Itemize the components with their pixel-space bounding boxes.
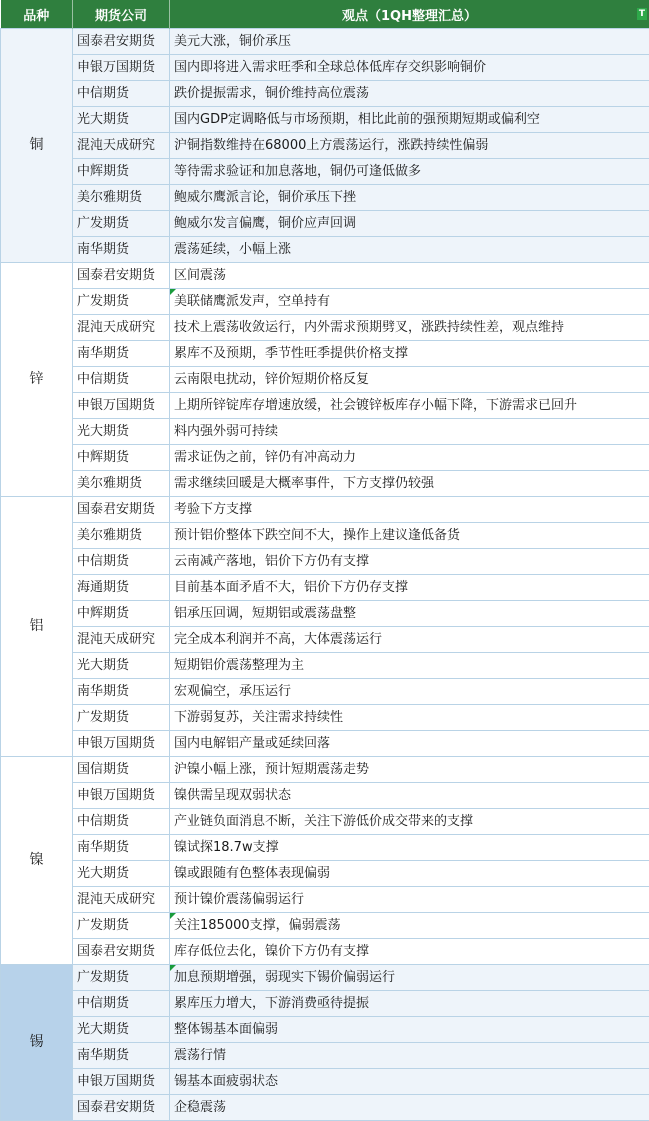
view-cell xyxy=(170,55,649,81)
table-row xyxy=(1,341,649,367)
view-cell xyxy=(170,731,649,757)
header-row xyxy=(1,0,649,29)
view-text: 国内GDP定调略低与市场预期，相比此前的强预期短期或偏利空 xyxy=(174,112,540,127)
table-row xyxy=(1,393,649,419)
company-cell: 光大期货 xyxy=(73,1017,170,1043)
header-variety: 品种 xyxy=(1,0,73,29)
header-view-label: 观点（1QH整理汇总） xyxy=(342,9,477,24)
view-text: 累库不及预期，季节性旺季提供价格支撑 xyxy=(174,346,408,361)
table-row xyxy=(1,549,649,575)
table-row xyxy=(1,107,649,133)
view-text: 短期铝价震荡整理为主 xyxy=(174,658,304,673)
view-text: 整体锡基本面偏弱 xyxy=(174,1022,278,1037)
table-row xyxy=(1,315,649,341)
company-cell: 中信期货 xyxy=(73,549,170,575)
header-company: 期货公司 xyxy=(73,0,170,29)
view-cell xyxy=(170,991,649,1017)
view-cell xyxy=(170,809,649,835)
company-cell: 中信期货 xyxy=(73,81,170,107)
company-cell: 中信期货 xyxy=(73,367,170,393)
header-view xyxy=(170,0,649,29)
view-cell xyxy=(170,1043,649,1069)
view-cell xyxy=(170,159,649,185)
view-cell xyxy=(170,523,649,549)
view-text: 镍试探18.7w支撑 xyxy=(174,840,279,855)
table-row xyxy=(1,445,649,471)
view-cell xyxy=(170,757,649,783)
table-body xyxy=(1,29,649,1121)
view-cell xyxy=(170,939,649,965)
table-row xyxy=(1,55,649,81)
view-cell xyxy=(170,133,649,159)
variety-cell: 铝 xyxy=(1,497,73,757)
view-cell xyxy=(170,887,649,913)
table-row xyxy=(1,757,649,783)
view-cell xyxy=(170,627,649,653)
company-cell: 海通期货 xyxy=(73,575,170,601)
company-cell: 国信期货 xyxy=(73,757,170,783)
table-row xyxy=(1,627,649,653)
view-cell xyxy=(170,497,649,523)
view-text: 加息预期增强，弱现实下锡价偏弱运行 xyxy=(174,970,395,985)
company-cell: 申银万国期货 xyxy=(73,731,170,757)
view-cell xyxy=(170,601,649,627)
table-row xyxy=(1,939,649,965)
view-text: 国内电解铝产量或延续回落 xyxy=(174,736,330,751)
table-row xyxy=(1,1095,649,1121)
view-cell xyxy=(170,861,649,887)
view-text: 沪铜指数维持在68000上方震荡运行，涨跌持续性偏弱 xyxy=(174,138,488,153)
view-text: 企稳震荡 xyxy=(174,1100,226,1115)
view-text: 美元大涨，铜价承压 xyxy=(174,34,291,49)
view-text: 镍供需呈现双弱状态 xyxy=(174,788,291,803)
view-cell xyxy=(170,185,649,211)
view-text: 震荡行情 xyxy=(174,1048,226,1063)
view-text: 鲍威尔鹰派言论，铜价承压下挫 xyxy=(174,190,356,205)
table-row xyxy=(1,367,649,393)
view-text: 上期所锌锭库存增速放缓，社会镀锌板库存小幅下降，下游需求已回升 xyxy=(174,398,577,413)
table-row xyxy=(1,211,649,237)
view-cell xyxy=(170,1017,649,1043)
company-cell: 光大期货 xyxy=(73,419,170,445)
table-row xyxy=(1,913,649,939)
view-text: 锡基本面疲弱状态 xyxy=(174,1074,278,1089)
view-cell xyxy=(170,913,649,939)
view-cell xyxy=(170,653,649,679)
view-text: 技术上震荡收敛运行，内外需求预期劈叉，涨跌持续性差，观点维持 xyxy=(174,320,564,335)
view-text: 完全成本利润并不高，大体震荡运行 xyxy=(174,632,382,647)
header-badge: T xyxy=(637,8,647,20)
table-row xyxy=(1,991,649,1017)
table-row xyxy=(1,289,649,315)
view-cell xyxy=(170,575,649,601)
table-row xyxy=(1,1043,649,1069)
table-row xyxy=(1,809,649,835)
company-cell: 混沌天成研究 xyxy=(73,133,170,159)
company-cell: 南华期货 xyxy=(73,835,170,861)
view-text: 考验下方支撑 xyxy=(174,502,252,517)
table-row xyxy=(1,185,649,211)
company-cell: 申银万国期货 xyxy=(73,1069,170,1095)
view-cell xyxy=(170,783,649,809)
view-cell xyxy=(170,471,649,497)
comment-marker-icon xyxy=(170,913,176,919)
view-text: 铝承压回调，短期铝或震荡盘整 xyxy=(174,606,356,621)
view-text: 目前基本面矛盾不大，铝价下方仍存支撑 xyxy=(174,580,408,595)
company-cell: 广发期货 xyxy=(73,211,170,237)
view-text: 美联储鹰派发声，空单持有 xyxy=(174,294,330,309)
table-row xyxy=(1,965,649,991)
view-text: 需求证伪之前，锌仍有冲高动力 xyxy=(174,450,356,465)
company-cell: 国泰君安期货 xyxy=(73,497,170,523)
view-text: 料内强外弱可持续 xyxy=(174,424,278,439)
company-cell: 中信期货 xyxy=(73,991,170,1017)
company-cell: 中信期货 xyxy=(73,809,170,835)
company-cell: 混沌天成研究 xyxy=(73,887,170,913)
company-cell: 南华期货 xyxy=(73,237,170,263)
table-row xyxy=(1,133,649,159)
view-text: 跌价提振需求，铜价维持高位震荡 xyxy=(174,86,369,101)
company-cell: 中辉期货 xyxy=(73,601,170,627)
company-cell: 光大期货 xyxy=(73,653,170,679)
view-text: 等待需求验证和加息落地，铜仍可逢低做多 xyxy=(174,164,421,179)
view-cell xyxy=(170,289,649,315)
view-cell xyxy=(170,393,649,419)
company-cell: 国泰君安期货 xyxy=(73,263,170,289)
company-cell: 美尔雅期货 xyxy=(73,523,170,549)
table-row xyxy=(1,731,649,757)
company-cell: 国泰君安期货 xyxy=(73,29,170,55)
view-cell xyxy=(170,107,649,133)
view-text: 产业链负面消息不断，关注下游低价成交带来的支撑 xyxy=(174,814,473,829)
company-cell: 美尔雅期货 xyxy=(73,471,170,497)
view-cell xyxy=(170,705,649,731)
view-cell xyxy=(170,679,649,705)
view-text: 震荡延续，小幅上涨 xyxy=(174,242,291,257)
view-cell xyxy=(170,445,649,471)
view-text: 预计铝价整体下跌空间不大，操作上建议逢低备货 xyxy=(174,528,460,543)
view-cell xyxy=(170,263,649,289)
company-cell: 光大期货 xyxy=(73,107,170,133)
view-text: 国内即将进入需求旺季和全球总体低库存交织影响铜价 xyxy=(174,60,486,75)
view-cell xyxy=(170,315,649,341)
variety-cell: 锡 xyxy=(1,965,73,1121)
table-row xyxy=(1,861,649,887)
company-cell: 广发期货 xyxy=(73,289,170,315)
company-cell: 中辉期货 xyxy=(73,159,170,185)
table-row xyxy=(1,679,649,705)
view-cell xyxy=(170,81,649,107)
company-cell: 中辉期货 xyxy=(73,445,170,471)
table-row xyxy=(1,159,649,185)
company-cell: 南华期货 xyxy=(73,341,170,367)
view-cell xyxy=(170,29,649,55)
table-row xyxy=(1,471,649,497)
table-row xyxy=(1,783,649,809)
company-cell: 广发期货 xyxy=(73,965,170,991)
table-row xyxy=(1,575,649,601)
company-cell: 光大期货 xyxy=(73,861,170,887)
company-cell: 广发期货 xyxy=(73,913,170,939)
view-cell xyxy=(170,549,649,575)
view-text: 沪镍小幅上涨，预计短期震荡走势 xyxy=(174,762,369,777)
table-row xyxy=(1,497,649,523)
table-row xyxy=(1,653,649,679)
company-cell: 申银万国期货 xyxy=(73,393,170,419)
variety-cell: 铜 xyxy=(1,29,73,263)
view-cell xyxy=(170,835,649,861)
view-cell xyxy=(170,1069,649,1095)
company-cell: 南华期货 xyxy=(73,1043,170,1069)
company-cell: 混沌天成研究 xyxy=(73,315,170,341)
company-cell: 南华期货 xyxy=(73,679,170,705)
comment-marker-icon xyxy=(170,289,176,295)
view-cell xyxy=(170,419,649,445)
table-row xyxy=(1,835,649,861)
view-text: 关注185000支撑，偏弱震荡 xyxy=(174,918,341,933)
table-row xyxy=(1,29,649,55)
table-row xyxy=(1,263,649,289)
company-cell: 申银万国期货 xyxy=(73,55,170,81)
variety-cell: 镍 xyxy=(1,757,73,965)
view-text: 区间震荡 xyxy=(174,268,226,283)
view-cell xyxy=(170,367,649,393)
view-text: 库存低位去化，镍价下方仍有支撑 xyxy=(174,944,369,959)
view-cell xyxy=(170,341,649,367)
view-text: 镍或跟随有色整体表现偏弱 xyxy=(174,866,330,881)
view-text: 下游弱复苏，关注需求持续性 xyxy=(174,710,343,725)
company-cell: 申银万国期货 xyxy=(73,783,170,809)
company-cell: 国泰君安期货 xyxy=(73,939,170,965)
company-cell: 广发期货 xyxy=(73,705,170,731)
view-cell xyxy=(170,211,649,237)
table-row xyxy=(1,887,649,913)
table-row xyxy=(1,1017,649,1043)
table-row xyxy=(1,237,649,263)
table-row xyxy=(1,419,649,445)
table-row xyxy=(1,1069,649,1095)
view-text: 云南减产落地，铝价下方仍有支撑 xyxy=(174,554,369,569)
view-cell xyxy=(170,1095,649,1121)
view-text: 云南限电扰动，锌价短期价格反复 xyxy=(174,372,369,387)
company-cell: 国泰君安期货 xyxy=(73,1095,170,1121)
table-row xyxy=(1,81,649,107)
company-cell: 美尔雅期货 xyxy=(73,185,170,211)
table-row xyxy=(1,705,649,731)
view-cell xyxy=(170,237,649,263)
table-row xyxy=(1,523,649,549)
view-text: 需求继续回暖是大概率事件，下方支撑仍较强 xyxy=(174,476,434,491)
comment-marker-icon xyxy=(170,965,176,971)
variety-cell: 锌 xyxy=(1,263,73,497)
view-text: 累库压力增大，下游消费亟待提振 xyxy=(174,996,369,1011)
view-cell xyxy=(170,965,649,991)
view-text: 鲍威尔发言偏鹰，铜价应声回调 xyxy=(174,216,356,231)
view-text: 宏观偏空，承压运行 xyxy=(174,684,291,699)
company-cell: 混沌天成研究 xyxy=(73,627,170,653)
view-text: 预计镍价震荡偏弱运行 xyxy=(174,892,304,907)
table-row xyxy=(1,601,649,627)
